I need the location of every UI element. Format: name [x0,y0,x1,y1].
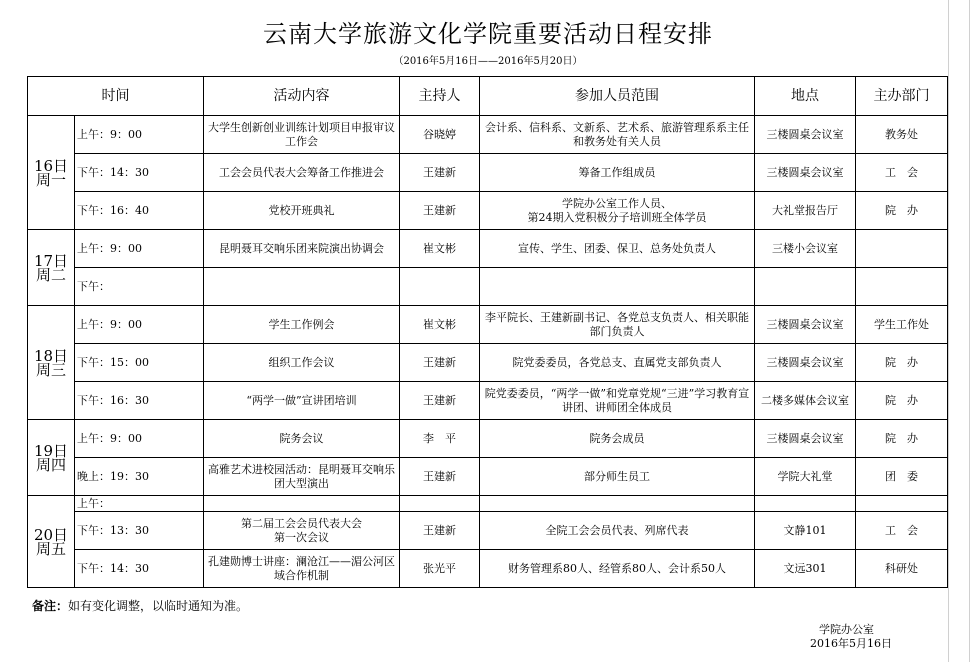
time-text: 下午：14：30 [77,165,149,179]
time-text: 下午：16：30 [77,393,149,407]
place-text: 学院大礼堂 [777,469,833,483]
place-text: 三楼圆桌会议室 [766,165,844,179]
place-cell [755,230,856,268]
host-text: 王建新 [423,469,456,483]
table-row [28,230,948,268]
table-row [28,192,948,230]
table-row [28,420,948,458]
header-time: 时间 [28,77,204,116]
activity-text: 党校开班典礼 [268,203,335,217]
participants-text: 院党委委员，“两学一做”和党章党规“三进”学习教育宣讲团、讲师团全体成员 [484,386,750,414]
activity-text: 第一次会议 [274,530,329,544]
day-weekday: 周三 [35,360,66,379]
dept-text: 教务处 [885,127,918,141]
host-text: 王建新 [423,165,456,179]
activity-text: 昆明聂耳交响乐团来院演出协调会 [219,241,384,255]
time-text: 下午：16：40 [77,203,149,217]
remark-label: 备注： [32,599,69,613]
activity-cell [204,420,400,458]
time-cell [75,420,204,458]
place-text: 大礼堂报告厅 [772,203,838,217]
host-text: 王建新 [423,393,456,407]
time-text: 下午：15：00 [77,355,149,369]
host-cell [400,496,480,512]
activity-text: 院务会议 [279,431,324,445]
place-cell [755,496,856,512]
time-cell [75,344,204,382]
place-cell [755,268,856,306]
activity-cell [204,230,400,268]
participants-text: 会计系、信科系、文新系、艺术系、旅游管理系系主任和教务处有关人员 [485,120,749,148]
table-row [28,496,948,512]
place-text: 三楼圆桌会议室 [766,431,844,445]
host-cell [400,154,480,192]
host-text: 李 平 [423,431,456,445]
time-text: 上午：9：00 [77,431,142,445]
participants-cell [480,344,755,382]
day-weekday: 周四 [35,455,66,474]
page-title: 云南大学旅游文化学院重要活动日程安排 [263,20,713,48]
time-text: 上午：9：00 [77,127,142,141]
activity-cell [204,268,400,306]
header-activity: 活动内容 [204,77,400,116]
host-cell [400,192,480,230]
schedule-table [27,76,948,588]
place-cell [755,382,856,420]
host-cell [400,382,480,420]
signature-date: 2016年5月16日 [810,637,892,650]
host-text: 崔文彬 [423,317,456,331]
time-cell [75,268,204,306]
time-cell [75,154,204,192]
activity-text: 大学生创新创业训练计划项目申报审议工作会 [208,120,395,148]
place-text: 三楼圆桌会议室 [766,317,844,331]
host-cell [400,512,480,550]
participants-cell [480,458,755,496]
dept-cell [856,382,948,420]
dept-text: 工 会 [885,165,918,179]
header-dept: 主办部门 [856,77,948,116]
header-place: 地点 [755,77,856,116]
dept-cell [856,496,948,512]
signature-office: 学院办公室 [819,623,874,636]
activity-cell [204,306,400,344]
place-text: 二楼多媒体会议室 [761,393,849,407]
host-cell [400,344,480,382]
dept-cell [856,192,948,230]
participants-text: 院党委委员，各党总支、直属党支部负责人 [512,355,722,369]
day-date: 17日 [33,251,69,270]
time-text: 上午： [77,496,110,510]
host-cell [400,230,480,268]
participants-text: 财务管理系80人、经管系80人、会计系50人 [508,561,726,575]
time-cell [75,550,204,588]
host-text: 张光平 [423,561,456,575]
header-participants: 参加人员范围 [480,77,755,116]
activity-cell [204,192,400,230]
day-weekday: 周二 [35,265,66,284]
participants-cell [480,382,755,420]
place-cell [755,344,856,382]
dept-text: 院 办 [885,393,918,407]
date-range-subtitle: （2016年5月16日——2016年5月20日） [393,56,583,67]
host-text: 崔文彬 [423,241,456,255]
day-weekday: 周五 [35,539,66,558]
activity-cell [204,496,400,512]
activity-text: 孔建勋博士讲座：澜沧江——湄公河区域合作机制 [208,554,395,582]
host-cell [400,306,480,344]
dept-cell [856,116,948,154]
activity-text: 组织工作会议 [268,355,335,369]
host-cell [400,116,480,154]
activity-cell [204,344,400,382]
place-text: 三楼小会议室 [772,241,838,255]
header-host: 主持人 [400,77,480,116]
participants-cell [480,268,755,306]
host-text: 王建新 [423,203,456,217]
participants-cell [480,154,755,192]
dept-text: 院 办 [885,431,918,445]
time-cell [75,458,204,496]
table-row [28,116,948,154]
time-cell [75,192,204,230]
dept-cell [856,268,948,306]
activity-text: 第二届工会会员代表大会 [241,516,362,530]
participants-text: 学院办公室工作人员、 [562,196,672,210]
dept-cell [856,344,948,382]
dept-cell [856,458,948,496]
table-row [28,512,948,550]
participants-cell [480,230,755,268]
day-date: 18日 [33,346,69,365]
place-cell [755,420,856,458]
dept-text: 院 办 [885,355,918,369]
participants-text: 院务会成员 [589,431,645,445]
dept-text: 科研处 [885,561,918,575]
dept-text: 学生工作处 [874,317,929,331]
activity-cell [204,382,400,420]
participants-cell [480,306,755,344]
day-date: 19日 [33,441,69,460]
table-row [28,344,948,382]
place-cell [755,458,856,496]
table-row [28,154,948,192]
time-cell [75,512,204,550]
dept-cell [856,154,948,192]
day-cell [28,496,75,588]
day-cell [28,230,75,306]
participants-text: 筹备工作组成员 [578,165,656,179]
participants-text: 部分师生员工 [584,469,650,483]
day-date: 16日 [33,156,69,175]
activity-cell [204,154,400,192]
header-row [28,77,948,116]
time-text: 下午： [77,279,110,293]
place-cell [755,116,856,154]
place-text: 文远301 [783,561,827,575]
time-cell [75,496,204,512]
activity-cell [204,512,400,550]
activity-cell [204,550,400,588]
participants-text: 第24期入党积极分子培训班全体学员 [527,210,707,224]
table-row [28,268,948,306]
dept-cell [856,512,948,550]
day-date: 20日 [33,525,69,544]
dept-text: 团 委 [885,469,918,483]
participants-text: 宣传、学生、团委、保卫、总务处负责人 [518,241,716,255]
place-cell [755,154,856,192]
host-cell [400,268,480,306]
host-text: 王建新 [423,523,456,537]
dept-cell [856,306,948,344]
table-row [28,550,948,588]
remark-text: 如有变化调整，以临时通知为准。 [68,599,249,613]
page-edge-line [948,0,949,662]
day-cell [28,306,75,420]
time-text: 下午：13：30 [77,523,149,537]
dept-cell [856,420,948,458]
table-row [28,306,948,344]
participants-cell [480,116,755,154]
host-cell [400,550,480,588]
activity-cell [204,116,400,154]
activity-text: 高雅艺术进校园活动：昆明聂耳交响乐团大型演出 [208,462,395,490]
page-edge-line [969,0,970,662]
place-text: 文静101 [783,523,827,537]
participants-cell [480,496,755,512]
time-cell [75,382,204,420]
participants-text: 全院工会会员代表、列席代表 [545,523,689,537]
participants-text: 李平院长、王建新副书记、各党总支负责人、相关职能部门负责人 [485,310,749,338]
activity-text: 学生工作例会 [268,317,335,331]
dept-cell [856,550,948,588]
table-row [28,458,948,496]
activity-cell [204,458,400,496]
participants-cell [480,420,755,458]
remark [32,598,248,614]
table-row [28,382,948,420]
host-text: 谷晓婷 [423,127,456,141]
place-cell [755,512,856,550]
participants-cell [480,192,755,230]
time-text: 上午：9：00 [77,241,142,255]
time-cell [75,116,204,154]
day-cell [28,420,75,496]
time-text: 上午：9：00 [77,317,142,331]
place-text: 三楼圆桌会议室 [766,355,844,369]
place-cell [755,306,856,344]
place-cell [755,192,856,230]
day-cell [28,116,75,230]
place-cell [755,550,856,588]
host-text: 王建新 [423,355,456,369]
activity-text: 工会会员代表大会筹备工作推进会 [219,165,384,179]
dept-text: 工 会 [885,523,918,537]
activity-text: “两学一做”宣讲团培训 [246,393,357,407]
place-text: 三楼圆桌会议室 [766,127,844,141]
time-text: 下午：14：30 [77,561,149,575]
day-weekday: 周一 [35,170,66,189]
schedule-body [28,116,948,588]
time-cell [75,306,204,344]
time-text: 晚上：19：30 [77,469,149,483]
host-cell [400,420,480,458]
participants-cell [480,512,755,550]
dept-text: 院 办 [885,203,918,217]
host-cell [400,458,480,496]
participants-cell [480,550,755,588]
time-cell [75,230,204,268]
dept-cell [856,230,948,268]
